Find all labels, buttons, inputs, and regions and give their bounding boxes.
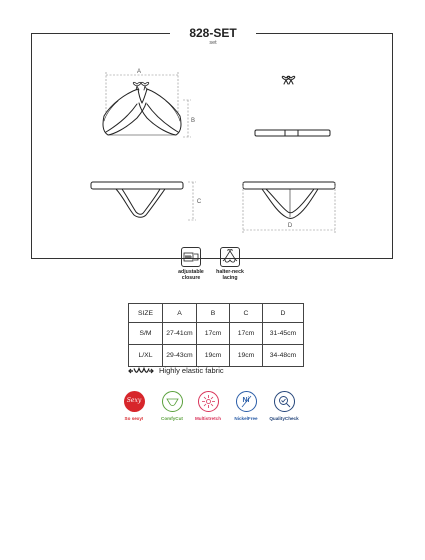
bra-back-drawing [255, 76, 330, 136]
bra-front-drawing [103, 82, 181, 135]
table-header-cell: A [163, 304, 197, 323]
feature-halter-neck-lacing [210, 247, 250, 281]
table-row [129, 323, 304, 345]
feature-label: adjustable [178, 269, 204, 275]
fabric-note [128, 366, 224, 375]
table-row [129, 345, 304, 367]
dimension-label-b: B [190, 118, 196, 124]
product-technical-drawing [0, 0, 425, 270]
nickel-free-icon: Ni [236, 391, 257, 412]
product-title: 828-SET [189, 26, 237, 40]
table-cell: L/XL [129, 345, 163, 367]
table-cell: 31-45cm [263, 323, 304, 345]
badge-so-sexy: Sexy So sexy! [114, 391, 154, 421]
badge-qualitycheck: QualityCheck [264, 391, 304, 421]
table-cell: 27-41cm [163, 323, 197, 345]
feature-label: halter-neck [216, 269, 244, 275]
table-cell: 19cm [230, 345, 263, 367]
table-cell: 29-43cm [163, 345, 197, 367]
table-header-cell: B [197, 304, 230, 323]
dimension-label-a: A [136, 69, 142, 75]
sexy-badge-icon: Sexy [124, 391, 145, 412]
table-header-cell: D [263, 304, 304, 323]
table-cell: 19cm [197, 345, 230, 367]
panty-outline-icon [162, 391, 183, 412]
product-subtitle: set [209, 40, 217, 46]
feature-adjustable-closure [171, 247, 211, 281]
stretch-burst-icon [198, 391, 219, 412]
table-header-cell: SIZE [129, 304, 163, 323]
badge-multistretch: Multistretch [188, 391, 228, 421]
badge-comfycut: ComfyCut [152, 391, 192, 421]
clasp-icon [181, 247, 201, 267]
panty-back-drawing [243, 182, 335, 219]
fabric-note-text: Highly elastic fabric [159, 366, 224, 375]
elastic-fabric-icon [128, 367, 154, 375]
table-cell: 17cm [230, 323, 263, 345]
halter-bra-icon [220, 247, 240, 267]
dimension-label-c: C [196, 199, 202, 205]
badge-nickelfree: Ni NickelFree [226, 391, 266, 421]
table-cell: S/M [129, 323, 163, 345]
magnifier-check-icon [274, 391, 295, 412]
table-cell: 34-48cm [263, 345, 304, 367]
size-table [128, 303, 304, 367]
table-cell: 17cm [197, 323, 230, 345]
dimension-label-d: D [287, 223, 293, 229]
table-header-row [129, 304, 304, 323]
panty-front-drawing [91, 182, 183, 217]
feature-label: closure [181, 275, 201, 281]
table-header-cell: C [230, 304, 263, 323]
feature-label: lacing [222, 275, 238, 281]
